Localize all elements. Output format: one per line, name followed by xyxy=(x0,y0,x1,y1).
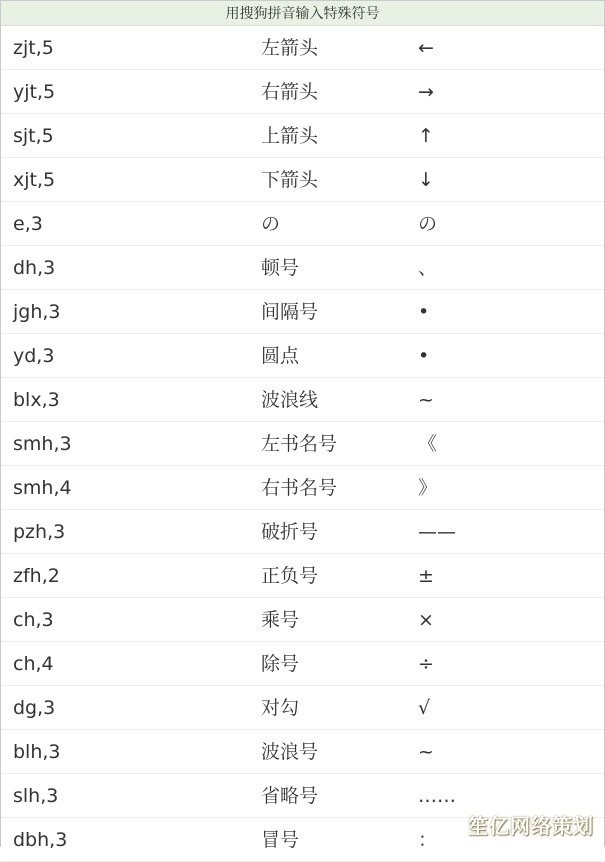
table-row xyxy=(1,422,604,466)
symbol-name-cell: 间隔号 xyxy=(261,301,319,323)
symbol-cell: √ xyxy=(418,697,431,719)
symbol-cell: ~ xyxy=(418,741,434,763)
symbol-cell: • xyxy=(418,345,430,367)
symbol-name-cell: 正负号 xyxy=(261,565,319,587)
table-row xyxy=(1,334,604,378)
symbol-cell: • xyxy=(418,301,430,323)
table-row xyxy=(1,642,604,686)
pinyin-code-cell: ch,4 xyxy=(13,653,54,675)
symbol-cell: ↑ xyxy=(418,125,434,147)
symbol-cell: 《 xyxy=(418,433,438,455)
symbol-name-cell: 圆点 xyxy=(261,345,300,367)
pinyin-code-cell: smh,4 xyxy=(13,477,72,499)
pinyin-code-cell: e,3 xyxy=(13,213,43,235)
pinyin-code-cell: zjt,5 xyxy=(13,37,54,59)
pinyin-code-cell: ch,3 xyxy=(13,609,54,631)
symbol-cell: ↓ xyxy=(418,169,434,191)
symbol-name-cell: 上箭头 xyxy=(261,125,319,147)
pinyin-code-cell: dbh,3 xyxy=(13,829,68,851)
table-row xyxy=(1,114,604,158)
table-row xyxy=(1,378,604,422)
symbol-name-cell: 下箭头 xyxy=(261,169,319,191)
symbol-cell: ~ xyxy=(418,389,434,411)
symbol-name-cell: 省略号 xyxy=(261,785,319,807)
symbol-name-cell: 破折号 xyxy=(261,521,319,543)
symbol-name-cell: 对勾 xyxy=(261,697,300,719)
symbol-name-cell: 左书名号 xyxy=(261,433,338,455)
table-row xyxy=(1,158,604,202)
pinyin-code-cell: yjt,5 xyxy=(13,81,56,103)
table-row xyxy=(1,686,604,730)
table-row xyxy=(1,202,604,246)
pinyin-code-cell: sjt,5 xyxy=(13,125,54,147)
symbol-name-cell: 冒号 xyxy=(261,829,300,851)
symbol-cell: —— xyxy=(418,521,456,543)
pinyin-code-cell: dh,3 xyxy=(13,257,56,279)
table-row xyxy=(1,466,604,510)
symbol-name-cell: 除号 xyxy=(261,653,300,675)
symbol-name-cell: 顿号 xyxy=(261,257,300,279)
symbol-name-cell: 右书名号 xyxy=(261,477,338,499)
pinyin-code-cell: yd,3 xyxy=(13,345,55,367)
symbol-cell: ± xyxy=(418,565,434,587)
symbol-cell: ← xyxy=(418,37,434,59)
symbol-name-cell: 乘号 xyxy=(261,609,300,631)
pinyin-code-cell: jgh,3 xyxy=(13,301,61,323)
symbol-cell: 》 xyxy=(418,477,438,499)
symbol-name-cell: の xyxy=(261,213,281,235)
table-row xyxy=(1,510,604,554)
table-row xyxy=(1,246,604,290)
table-row xyxy=(1,554,604,598)
symbol-cell: …… xyxy=(418,785,456,807)
pinyin-code-cell: slh,3 xyxy=(13,785,59,807)
pinyin-code-cell: blh,3 xyxy=(13,741,61,763)
symbol-cell: 、 xyxy=(418,257,438,279)
symbol-cell: → xyxy=(418,81,434,103)
symbol-cell: ÷ xyxy=(418,653,434,675)
table-row xyxy=(1,598,604,642)
table-row xyxy=(1,730,604,774)
pinyin-code-cell: blx,3 xyxy=(13,389,60,411)
pinyin-code-cell: xjt,5 xyxy=(13,169,56,191)
symbol-name-cell: 波浪号 xyxy=(261,741,319,763)
table-body xyxy=(1,26,604,862)
symbol-cell: × xyxy=(418,609,434,631)
table-title: 用搜狗拼音输入特殊符号 xyxy=(1,0,604,26)
symbol-name-cell: 左箭头 xyxy=(261,37,319,59)
table-row xyxy=(1,290,604,334)
symbol-cell: ： xyxy=(418,829,438,851)
symbol-name-cell: 波浪线 xyxy=(261,389,319,411)
pinyin-code-cell: smh,3 xyxy=(13,433,72,455)
pinyin-code-cell: pzh,3 xyxy=(13,521,66,543)
symbol-name-cell: 右箭头 xyxy=(261,81,319,103)
site-watermark: 笙亿网络策划 xyxy=(468,814,594,838)
symbol-cell: の xyxy=(418,213,438,235)
table-row xyxy=(1,26,604,70)
pinyin-code-cell: zfh,2 xyxy=(13,565,60,587)
table-row xyxy=(1,70,604,114)
pinyin-code-cell: dg,3 xyxy=(13,697,56,719)
